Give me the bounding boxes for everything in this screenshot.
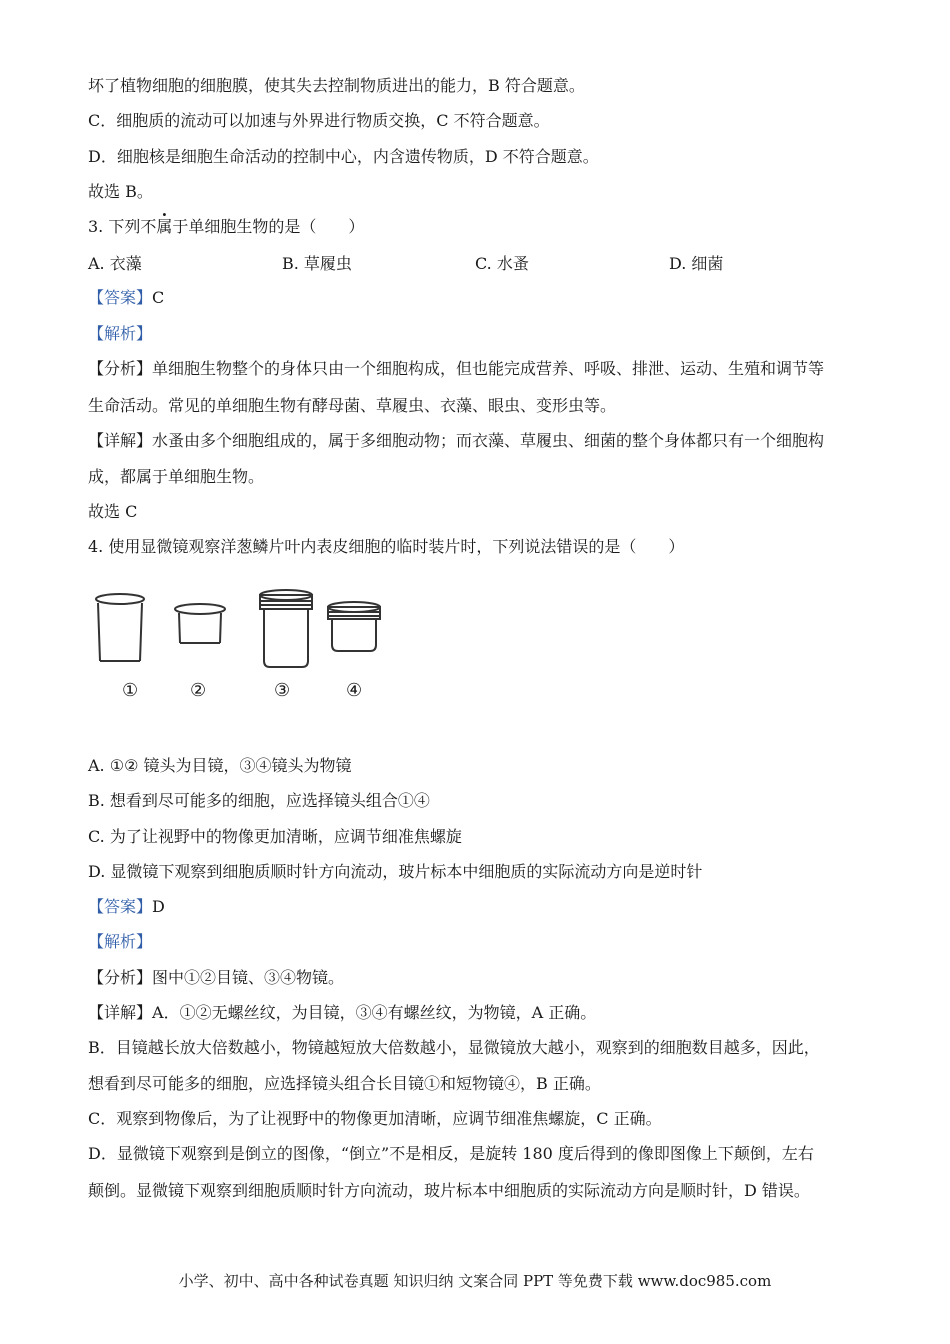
page-footer: 小学、初中、高中各种试卷真题 知识归纳 文案合同 PPT 等免费下载 www.doc985.com xyxy=(178,1272,772,1290)
option-d: D. 显微镜下观察到细胞质顺时针方向流动，玻片标本中细胞质的实际流动方向是逆时针 xyxy=(88,862,703,881)
analysis-line xyxy=(88,359,824,379)
option-b: B. 想看到尽可能多的细胞，应选择镜头组合①④ xyxy=(88,791,430,810)
question-4: 4. 使用显微镜观察洋葱鳞片叶内表皮细胞的临时装片时，下列说法错误的是（ ） xyxy=(88,537,685,556)
answer-value: D xyxy=(152,897,165,916)
option-a: A. ①② 镜头为目镜，③④镜头为物镜 xyxy=(88,756,352,775)
question-3 xyxy=(88,217,364,237)
detail-text: A．①②无螺丝纹，为目镜，③④有螺丝纹，为物镜，A 正确。 xyxy=(152,1003,597,1022)
analysis-line-cont: 生命活动。常见的单细胞生物有酵母菌、草履虫、衣藻、眼虫、变形虫等。 xyxy=(88,396,617,415)
detail-line-cont: C．观察到物像后，为了让视野中的物像更加清晰，应调节细准焦螺旋，C 正确。 xyxy=(88,1109,662,1128)
text-line: 故选 B。 xyxy=(88,182,153,201)
detail-line xyxy=(88,1003,596,1023)
analysis-line xyxy=(88,968,344,988)
objective-short-icon xyxy=(328,602,380,651)
option-c: C. 水蚤 xyxy=(475,254,529,273)
answer-label: 【答案】 xyxy=(88,897,153,916)
text-line: D．细胞核是细胞生命活动的控制中心，内含遗传物质，D 不符合题意。 xyxy=(88,147,599,166)
analysis-text: 图中①②目镜、③④物镜。 xyxy=(152,968,345,987)
analysis-label: 【分析】 xyxy=(88,359,153,378)
figure-label-2: ② xyxy=(190,680,207,701)
detail-text: 水蚤由多个细胞组成的，属于多细胞动物；而衣藻、草履虫、细菌的整个身体都只有一个细胞构 xyxy=(152,431,825,450)
eyepiece-long-icon xyxy=(96,594,144,661)
lens-figure xyxy=(88,585,398,675)
option-a: A. 衣藻 xyxy=(88,254,142,273)
detail-line-cont: 颠倒。显微镜下观察到细胞质顺时针方向流动，玻片标本中细胞质的实际流动方向是顺时针，D 错误。 xyxy=(88,1181,810,1200)
question-3-emphasis: 不属于 xyxy=(140,217,189,236)
answer-value: C xyxy=(152,288,165,307)
answer-label: 【答案】 xyxy=(88,288,153,307)
option-c: C. 为了让视野中的物像更加清晰，应调节细准焦螺旋 xyxy=(88,827,462,846)
eyepiece-short-icon xyxy=(175,604,225,643)
detail-line-cont: B．目镜越长放大倍数越小，物镜越短放大倍数越小，显微镜放大越小，观察到的细胞数目越多，因此， xyxy=(88,1038,820,1057)
detail-line-cont: 成，都属于单细胞生物。 xyxy=(88,467,265,486)
question-3-prefix: 3. 下列 xyxy=(88,217,141,236)
figure-label-4: ④ xyxy=(346,680,363,701)
answer-line xyxy=(88,288,164,308)
analysis-heading: 【解析】 xyxy=(88,324,153,343)
detail-label: 【详解】 xyxy=(88,1003,153,1022)
analysis-text: 单细胞生物整个的身体只由一个细胞构成，但也能完成营养、呼吸、排泄、运动、生殖和调节等 xyxy=(152,359,825,378)
detail-line-cont: 想看到尽可能多的细胞，应选择镜头组合长目镜①和短物镜④，B 正确。 xyxy=(88,1074,601,1093)
text-line: 坏了植物细胞的细胞膜，使其失去控制物质进出的能力，B 符合题意。 xyxy=(88,76,585,95)
detail-line-cont: D．显微镜下观察到是倒立的图像，“倒立”不是相反，是旋转 180 度后得到的像即图像上下颠倒，左右 xyxy=(88,1144,814,1163)
objective-long-icon xyxy=(260,590,312,667)
option-b: B. 草履虫 xyxy=(282,254,352,273)
detail-line xyxy=(88,431,824,451)
conclusion-line: 故选 C xyxy=(88,502,138,521)
figure-label-1: ① xyxy=(122,680,139,701)
question-3-suffix: 单细胞生物的是（ ） xyxy=(188,217,365,236)
analysis-label: 【分析】 xyxy=(88,968,153,987)
text-line: C．细胞质的流动可以加速与外界进行物质交换，C 不符合题意。 xyxy=(88,111,550,130)
option-d: D. 细菌 xyxy=(669,254,724,273)
answer-line xyxy=(88,897,165,917)
analysis-heading: 【解析】 xyxy=(88,932,153,951)
detail-label: 【详解】 xyxy=(88,431,153,450)
figure-label-3: ③ xyxy=(274,680,291,701)
